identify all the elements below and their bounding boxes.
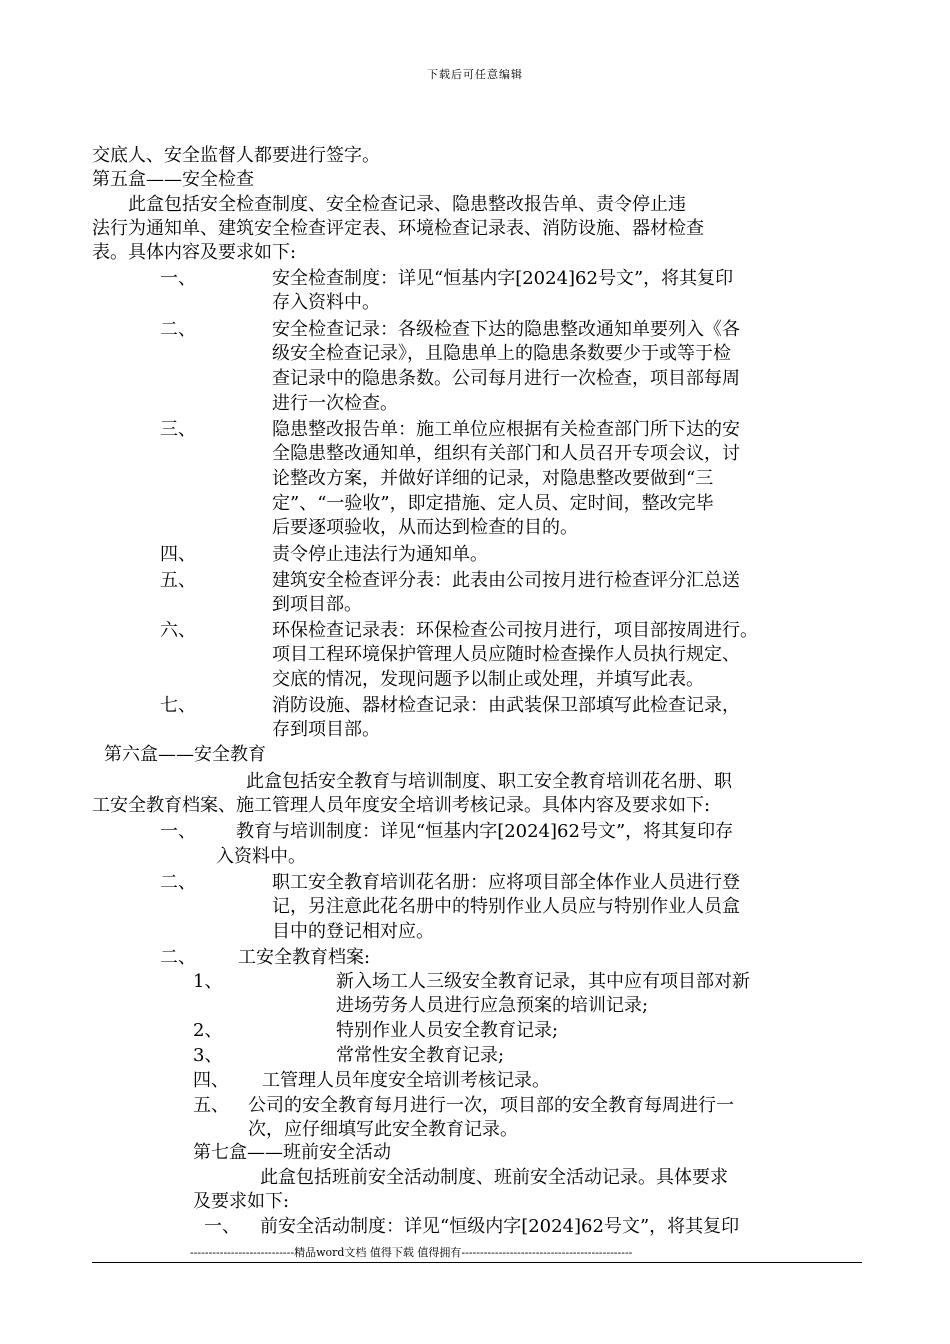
text-line: 公司的安全教育每月进行一次，项目部的安全教育每周进行一: [248, 1095, 734, 1116]
text-line: 环保检查记录表：环保检查公司按月进行，项目部按周进行。: [272, 620, 758, 641]
text-line: 进场劳务人员进行应急预案的培训记录;: [336, 995, 649, 1016]
text-line: 工安全教育档案:: [238, 947, 371, 968]
text-line: 及要求如下:: [193, 1191, 290, 1212]
text-line: 责令停止违法行为通知单。: [272, 544, 488, 565]
text-line: 交底人、安全监督人都要进行签字。: [92, 145, 380, 166]
list-marker: 二、: [160, 947, 196, 968]
text-line: 此盒包括班前安全活动制度、班前安全活动记录。具体要求: [260, 1167, 728, 1188]
page-header: 下载后可任意编辑: [427, 68, 523, 81]
list-marker: 一、: [160, 268, 196, 289]
list-marker: 二、: [160, 319, 196, 340]
text-line: 消防设施、器材检查记录：由武装保卫部填写此检查记录，: [272, 695, 740, 716]
list-marker: 六、: [160, 620, 196, 641]
text-line: 后要逐项验收，从而达到检查的目的。: [272, 517, 578, 538]
text-line: 常常性安全教育记录;: [336, 1045, 505, 1066]
page-footer: ----------------------------精品word文档 值得下载 值得拥有----------------------------------------------: [190, 1246, 633, 1259]
text-line: 安全检查记录：各级检查下达的隐患整改通知单要列入《各: [272, 319, 740, 340]
list-marker: 五、: [193, 1095, 229, 1116]
list-marker: 二、: [160, 872, 196, 893]
list-marker: 三、: [160, 419, 196, 440]
text-line: 此盒包括安全检查制度、安全检查记录、隐患整改报告单、责令停止违: [128, 194, 686, 215]
text-line: 查记录中的隐患条数。公司每月进行一次检查，项目部每周: [272, 368, 740, 389]
text-line: 目中的登记相对应。: [272, 921, 434, 942]
text-line: 进行一次检查。: [272, 393, 398, 414]
list-marker: 七、: [160, 695, 196, 716]
text-line: 前安全活动制度：详见“恒级内字[2024]62号文”，将其复印: [260, 1216, 740, 1237]
list-marker: 1、: [193, 971, 223, 992]
list-marker: 3、: [193, 1045, 223, 1066]
list-marker: 一、: [160, 821, 196, 842]
list-marker: 五、: [160, 570, 196, 591]
text-line: 法行为通知单、建筑安全检查评定表、环境检查记录表、消防设施、器材检查: [92, 218, 704, 239]
text-line: 入资料中。: [216, 846, 306, 867]
text-line: 新入场工人三级安全教育记录，其中应有项目部对新: [336, 971, 750, 992]
text-line: 存入资料中。: [272, 292, 380, 313]
text-line: 教育与培训制度：详见“恒基内字[2024]62号文”，将其复印存: [236, 821, 734, 842]
text-line: 项目工程环境保护管理人员应随时检查操作人员执行规定、: [272, 644, 740, 665]
text-line: 表。具体内容及要求如下:: [92, 242, 297, 263]
footer-divider: [92, 1262, 862, 1263]
text-line: 记，另注意此花名册中的特别作业人员应与特别作业人员盒: [272, 896, 740, 917]
list-marker: 四、: [193, 1070, 229, 1091]
text-line: 此盒包括安全教育与培训制度、职工安全教育培训花名册、职: [246, 771, 732, 792]
section-heading: 第六盒——安全教育: [104, 744, 266, 765]
list-marker: 四、: [160, 544, 196, 565]
section-heading: 第五盒——安全检查: [92, 169, 254, 190]
text-line: 论整改方案，并做好详细的记录，对隐患整改要做到“三: [272, 468, 714, 489]
text-line: 交底的情况，发现问题予以制止或处理，并填写此表。: [272, 669, 704, 690]
list-marker: 2、: [193, 1020, 223, 1041]
text-line: 到项目部。: [272, 594, 362, 615]
text-line: 存到项目部。: [272, 719, 380, 740]
text-line: 次，应仔细填写此安全教育记录。: [248, 1119, 518, 1140]
text-line: 特别作业人员安全教育记录;: [336, 1020, 559, 1041]
text-line: 工管理人员年度安全培训考核记录。: [262, 1070, 550, 1091]
text-line: 安全检查制度：详见“恒基内字[2024]62号文”，将其复印: [272, 268, 734, 289]
text-line: 职工安全教育培训花名册：应将项目部全体作业人员进行登: [272, 872, 740, 893]
text-line: 定”、“一验收”，即定措施、定人员、定时间，整改完毕: [272, 493, 714, 514]
list-marker: 一、: [204, 1216, 240, 1237]
text-line: 级安全检查记录》，且隐患单上的隐患条数要少于或等于检: [272, 343, 731, 364]
text-line: 工安全教育档案、施工管理人员年度安全培训考核记录。具体内容及要求如下:: [92, 795, 711, 816]
text-line: 建筑安全检查评分表：此表由公司按月进行检查评分汇总送: [272, 570, 740, 591]
text-line: 全隐患整改通知单，组织有关部门和人员召开专项会议，讨: [272, 443, 740, 464]
section-heading: 第七盒——班前安全活动: [193, 1142, 391, 1163]
text-line: 隐患整改报告单：施工单位应根据有关检查部门所下达的安: [272, 419, 740, 440]
